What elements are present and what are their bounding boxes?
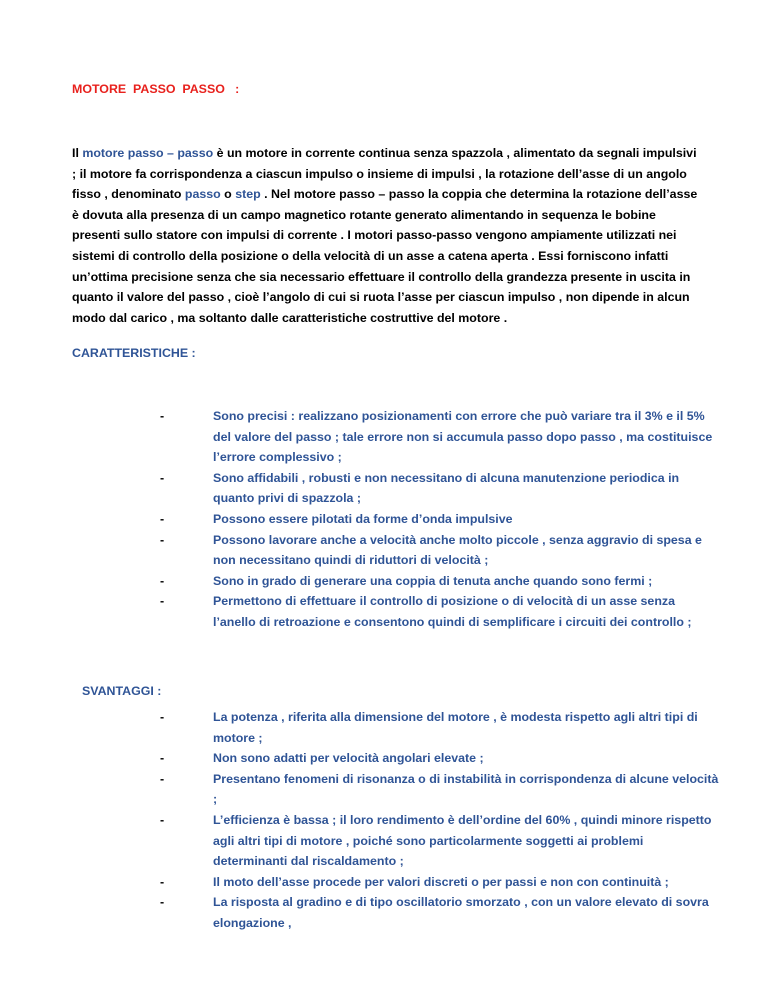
list-item (160, 872, 720, 893)
intro-highlight-motore: motore passo – passo (82, 146, 214, 160)
list-item (160, 769, 720, 810)
list-item (160, 707, 720, 748)
list-item (160, 748, 720, 769)
intro-text-2: è un motore in corrente continua senza spazzola , alimentato da segnali impulsivi ; il motore fa corrispondenza a ciascun impulso o insieme di impulsi , la rotazione dell’asse di un angolo fisso , denominato (72, 146, 697, 202)
list-item-text: Non sono adatti per velocità angolari elevate ; (213, 751, 484, 766)
bullet-dash: - (160, 532, 165, 547)
bullet-dash: - (160, 573, 165, 588)
list-item-text: Possono essere pilotati da forme d’onda impulsive (213, 511, 513, 526)
list-item-text: Sono affidabili , robusti e non necessitano di alcuna manutenzione periodica in quanto privi di spazzola ; (213, 470, 680, 506)
intro-paragraph (72, 143, 702, 328)
svantaggi-heading: SVANTAGGI : (82, 684, 162, 698)
list-item-text: L’efficienza è bassa ; il loro rendimento è dell’ordine del 60% , quindi minore rispetto agli altri tipi di motore , poiché sono particolarmente soggetti ai problemi determinanti dal riscaldamento ; (213, 812, 712, 869)
svantaggi-list (160, 707, 720, 934)
list-item (160, 571, 720, 592)
bullet-dash: - (160, 895, 165, 910)
caratteristiche-heading: CARATTERISTICHE : (72, 346, 196, 360)
bullet-dash: - (160, 594, 165, 609)
document-title: MOTORE PASSO PASSO : (72, 82, 240, 96)
caratteristiche-list (160, 406, 720, 633)
bullet-dash: - (160, 470, 165, 485)
list-item-text: La potenza , riferita alla dimensione del motore , è modesta rispetto agli altri tipi di motore ; (213, 710, 698, 745)
list-item-text: Permettono di effettuare il controllo di posizione o di velocità di un asse senza l’anello di retroazione e consentono quindi di semplificare i circuiti dei controllo ; (213, 594, 692, 629)
list-item-text: Il moto dell’asse procede per valori discreti o per passi e non con continuità ; (213, 874, 669, 889)
list-item (160, 892, 720, 933)
list-item (160, 406, 720, 468)
list-item-text: Presentano fenomeni di risonanza o di instabilità in corrispondenza di alcune velocità ; (213, 771, 719, 807)
intro-text-1: Il (72, 146, 83, 160)
intro-highlight-passo: passo (184, 187, 221, 202)
bullet-dash: - (160, 771, 165, 786)
bullet-dash: - (160, 409, 165, 423)
list-item (160, 509, 720, 530)
list-item-text: Possono lavorare anche a velocità anche molto piccole , senza aggravio di spesa e non necessitano quindi di riduttori di velocità ; (213, 532, 702, 568)
intro-highlight-step: step (235, 187, 261, 202)
intro-text-3: o (220, 187, 236, 202)
list-item (160, 810, 720, 872)
bullet-dash: - (160, 812, 165, 827)
list-item-text: Sono in grado di generare una coppia di tenuta anche quando sono fermi ; (213, 573, 653, 588)
intro-text-4: . Nel motore passo – passo la coppia che determina la rotazione dell’asse è dovuta alla presenza di un campo magnetico rotante generato alimentando in sequenza le bobine presenti sullo statore con impulsi di corrente . I motori passo-passo vengono ampiamente utilizzati nei sistemi di controllo della posizione o della velocità di un asse a catena aperta . Essi forniscono infatti un’ottima precisione senza che sia necessario effettuare il controllo della grandezza presente in uscita in quanto il valore del passo , cioè l’angolo di cui si ruota l’asse per ciascun impulso , non dipende in alcun modo dal carico , ma soltanto dalle caratteristiche costruttive del motore . (72, 187, 698, 325)
bullet-dash: - (160, 874, 165, 889)
list-item (160, 530, 720, 571)
list-item (160, 468, 720, 509)
bullet-dash: - (160, 511, 165, 526)
list-item-text: La risposta al gradino e di tipo oscillatorio smorzato , con un valore elevato di sovra elongazione , (213, 895, 709, 930)
bullet-dash: - (160, 751, 165, 766)
bullet-dash: - (160, 710, 165, 724)
list-item-text: Sono precisi : realizzano posizionamenti con errore che può variare tra il 3% e il 5% del valore del passo ; tale errore non si accumula passo dopo passo , ma costituisce l’errore complessivo ; (213, 409, 713, 465)
list-item (160, 591, 720, 632)
